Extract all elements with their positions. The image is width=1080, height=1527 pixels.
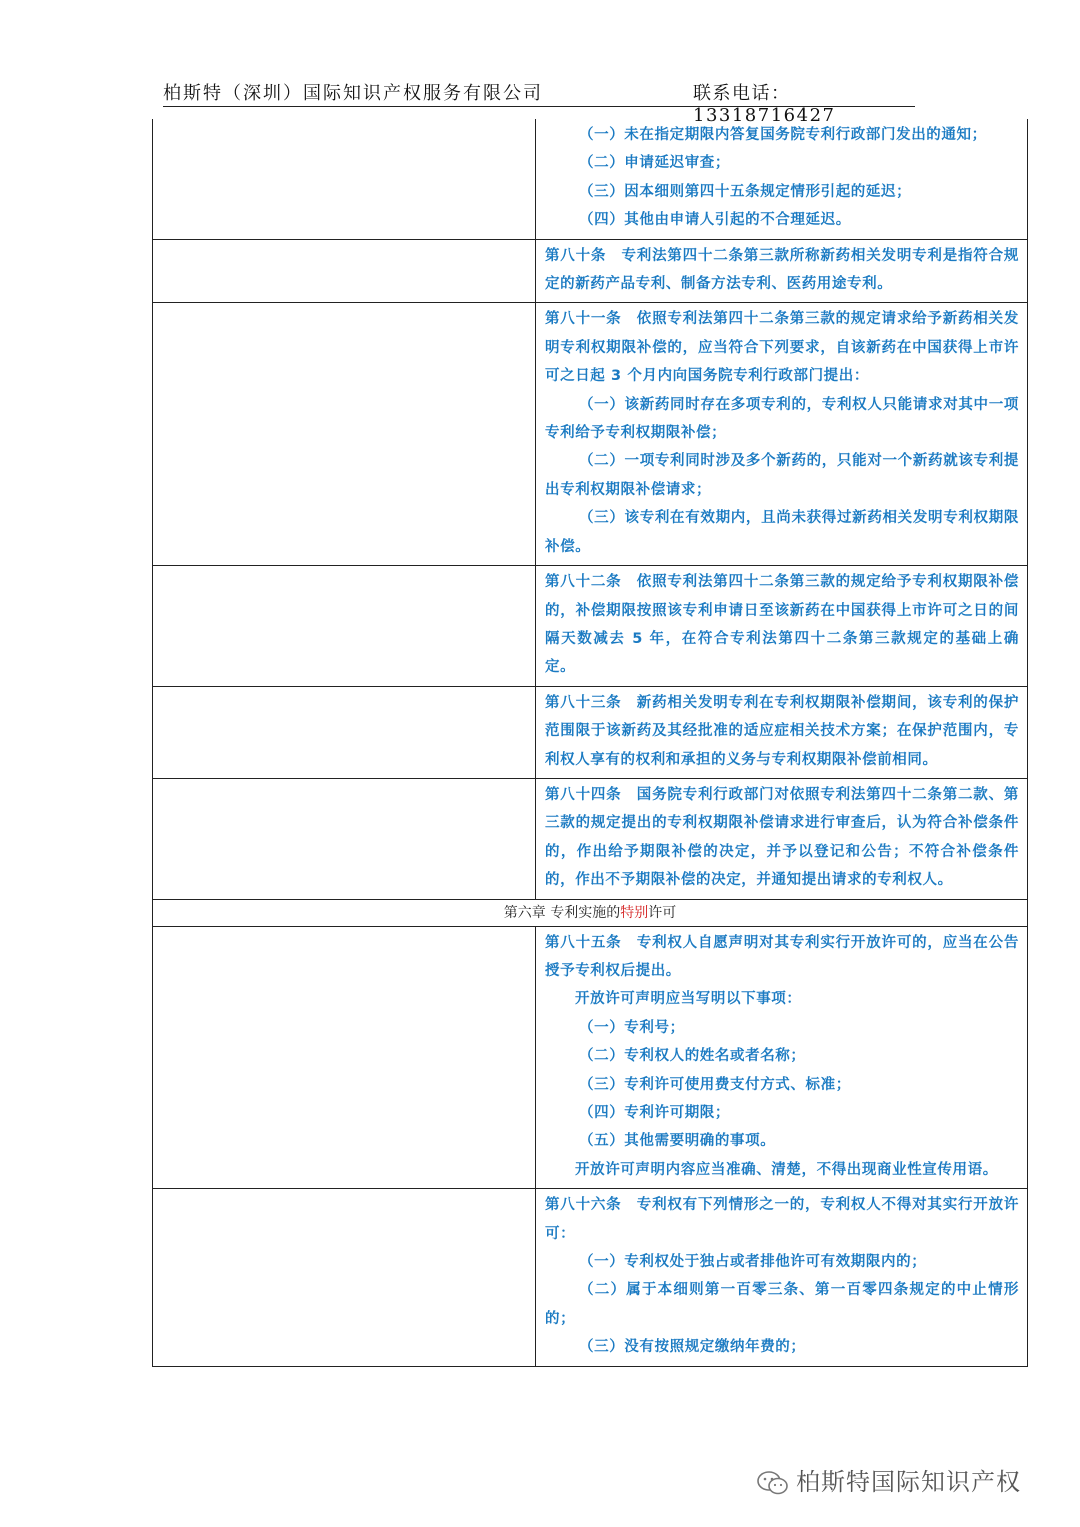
chapter-heading	[153, 899, 1028, 926]
left-cell-empty	[153, 926, 536, 1189]
article-paragraph: （三）因本细则第四十五条规定情形引起的延迟；	[579, 183, 912, 200]
article-paragraph: 开放许可声明应当写明以下事项：	[575, 991, 802, 1008]
left-cell-empty	[153, 686, 536, 778]
article-paragraph: 第八十五条 专利权人自愿声明对其专利实行开放许可的，应当在公告授予专利权后提出。	[545, 934, 1019, 979]
right-cell	[536, 1189, 1028, 1366]
table-row	[153, 1189, 1028, 1366]
table-row	[153, 239, 1028, 303]
article-paragraph: （三）没有按照规定缴纳年费的；	[579, 1339, 806, 1356]
right-cell	[536, 119, 1028, 239]
left-cell-empty	[153, 239, 536, 303]
watermark-text: 柏斯特国际知识产权	[796, 1468, 1021, 1496]
article-paragraph: （四）其他由申请人引起的不合理延迟。	[579, 212, 851, 229]
table-row	[153, 119, 1028, 239]
article-paragraph: （五）其他需要明确的事项。	[579, 1133, 776, 1150]
left-cell-empty	[153, 1189, 536, 1366]
right-cell	[536, 686, 1028, 778]
article-paragraph: 开放许可声明内容应当准确、清楚，不得出现商业性宣传用语。	[575, 1161, 998, 1178]
article-paragraph: 第八十三条 新药相关发明专利在专利权期限补偿期间，该专利的保护范围限于该新药及其经批准的适应症相关技术方案；在保护范围内，专利权人享有的权利和承担的义务与专利权期限补偿前相同。	[545, 694, 1019, 768]
article-paragraph: （二）专利权人的姓名或者名称；	[579, 1048, 806, 1065]
article-paragraph: 第八十条 专利法第四十二条第三款所称新药相关发明专利是指符合规定的新药产品专利、制备方法专利、医药用途专利。	[545, 247, 1019, 293]
article-paragraph: （三）该专利在有效期内，且尚未获得过新药相关发明专利权期限补偿。	[545, 510, 1019, 555]
article-paragraph: 第八十二条 依照专利法第四十二条第三款的规定给予专利权期限补偿的，补偿期限按照该专利申请日至该新药在中国获得上市许可之日的间隔天数减去 5 年，在符合专利法第四十二条第三款规定的基础上确定。	[545, 574, 1019, 676]
comparison-table	[152, 119, 1028, 1367]
watermark	[756, 1462, 1056, 1498]
wechat-icon	[756, 1469, 790, 1497]
article-paragraph: （一）专利权处于独占或者排他许可有效期限内的；	[579, 1254, 927, 1271]
article-paragraph: 第八十一条 依照专利法第四十二条第三款的规定请求给予新药相关发明专利权期限补偿的，应当符合下列要求，自该新药在中国获得上市许可之日起 3 个月内向国务院专利行政部门提出：	[545, 311, 1019, 385]
left-cell-empty	[153, 303, 536, 566]
article-paragraph: （一）未在指定期限内答复国务院专利行政部门发出的通知；	[579, 127, 987, 143]
right-cell	[536, 778, 1028, 899]
table-row	[153, 303, 1028, 566]
table-row	[153, 566, 1028, 687]
article-paragraph: （二）一项专利同时涉及多个新药的，只能对一个新药就该专利提出专利权期限补偿请求；	[545, 453, 1019, 498]
table-row	[153, 778, 1028, 899]
chapter-heading-row	[153, 899, 1028, 926]
article-paragraph: 第八十六条 专利权有下列情形之一的，专利权人不得对其实行开放许可：	[545, 1197, 1019, 1242]
chapter-heading-text: 许可	[648, 904, 677, 921]
right-cell	[536, 566, 1028, 687]
chapter-heading-highlight: 特别	[620, 904, 649, 921]
article-paragraph: （四）专利许可期限；	[579, 1105, 730, 1121]
right-cell	[536, 926, 1028, 1189]
left-cell-empty	[153, 119, 536, 239]
right-cell	[536, 239, 1028, 303]
right-cell	[536, 303, 1028, 566]
chapter-heading-text: 第六章 专利实施的	[503, 904, 621, 921]
table-row	[153, 686, 1028, 778]
left-cell-empty	[153, 778, 536, 899]
article-paragraph: （一）专利号；	[579, 1019, 685, 1036]
left-cell-empty	[153, 566, 536, 687]
article-paragraph: 第八十四条 国务院专利行政部门对依照专利法第四十二条第二款、第三款的规定提出的专利权期限补偿请求进行审查后，认为符合补偿条件的，作出给予期限补偿的决定，并予以登记和公告；不符合补偿条件的，作出不予期限补偿的决定，并通知提出请求的专利权人。	[545, 786, 1019, 889]
article-paragraph: （三）专利许可使用费支付方式、标准；	[579, 1076, 851, 1093]
contact-phone: 联系电话：13318716427	[693, 83, 836, 126]
article-paragraph: （二）属于本细则第一百零三条、第一百零四条规定的中止情形的；	[545, 1282, 1019, 1327]
article-paragraph: （一）该新药同时存在多项专利的，专利权人只能请求对其中一项专利给予专利权期限补偿；	[545, 396, 1019, 442]
page-header	[163, 78, 915, 126]
article-paragraph: （二）申请延迟审查；	[579, 155, 730, 172]
company-name: 柏斯特（深圳）国际知识产权服务有限公司	[163, 83, 543, 104]
table-row	[153, 926, 1028, 1189]
